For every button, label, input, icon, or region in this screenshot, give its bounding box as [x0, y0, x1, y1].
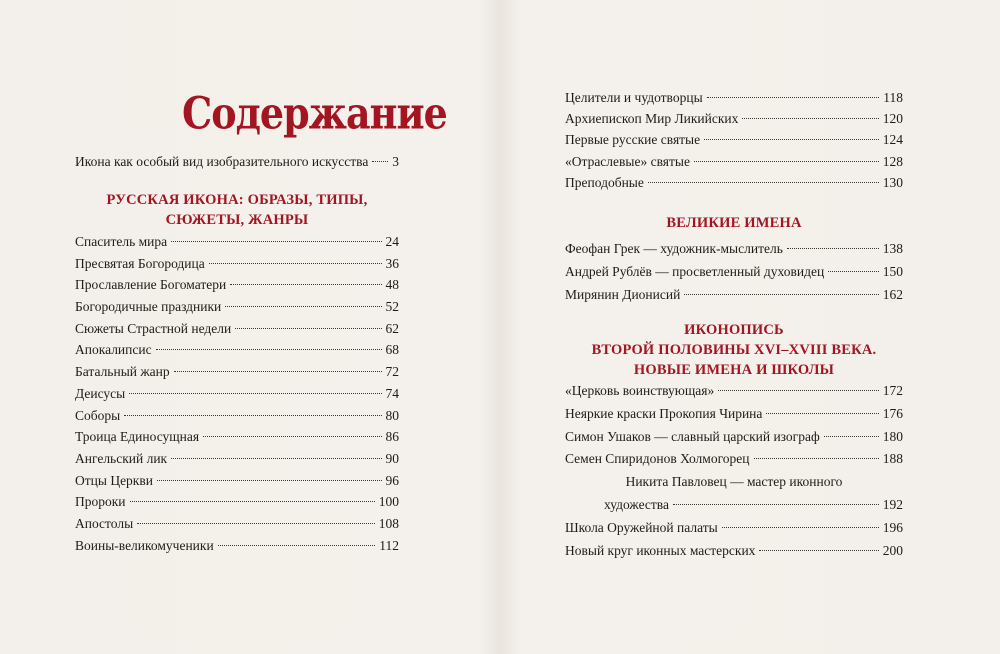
- dot-leader: [673, 503, 879, 505]
- toc-entry[interactable]: [565, 261, 903, 284]
- dot-leader: [824, 435, 879, 437]
- entry-page: 24: [385, 234, 399, 249]
- dot-leader: [137, 522, 375, 524]
- section-heading-great-names: ВЕЛИКИЕ ИМЕНА: [666, 215, 802, 231]
- entry-page: 52: [385, 299, 399, 315]
- entry-label: Школа Оружейной палаты: [565, 519, 718, 535]
- entry-label-line2-row: [565, 494, 903, 517]
- dot-leader: [372, 160, 388, 162]
- entry-page: 74: [385, 385, 399, 401]
- dot-leader: [157, 479, 382, 481]
- toc-entry[interactable]: [75, 253, 399, 275]
- toc-list-russian-icon-continued: [565, 87, 903, 193]
- entry-label: Икона как особый вид изобразительного искусства: [75, 154, 369, 169]
- entry-page: 120: [882, 111, 903, 127]
- toc-entry[interactable]: [565, 448, 903, 471]
- entry-page: 162: [882, 286, 903, 302]
- entry-page: 180: [882, 428, 903, 444]
- dot-leader: [787, 247, 879, 249]
- entry-label: Троица Единосущная: [75, 429, 200, 445]
- toc-entry[interactable]: [75, 318, 399, 340]
- toc-entry[interactable]: [75, 513, 399, 535]
- entry-page: 62: [385, 320, 399, 336]
- dot-leader: [704, 138, 879, 140]
- entry-label: Сюжеты Страстной недели: [75, 320, 232, 336]
- dot-leader: [707, 96, 880, 98]
- entry-label: Семен Спиридонов Холмогорец: [565, 451, 750, 467]
- entry-label: Мирянин Дионисий: [565, 286, 681, 302]
- section-heading-line: ИКОНОПИСЬ: [684, 322, 784, 338]
- entry-page: 200: [882, 542, 903, 558]
- entry-label: Воины-великомученики: [75, 537, 214, 553]
- toc-entry[interactable]: [565, 403, 903, 426]
- entry-page: 196: [882, 519, 903, 535]
- entry-page: 192: [882, 496, 903, 512]
- toc-entry[interactable]: [565, 540, 903, 563]
- entry-page: 128: [882, 153, 903, 169]
- entry-page: 108: [378, 515, 399, 531]
- entry-label: Симон Ушаков — славный царский изограф: [565, 428, 820, 444]
- dot-leader: [718, 389, 879, 391]
- entry-page: 72: [385, 364, 399, 380]
- entry-page: 86: [385, 429, 399, 445]
- dot-leader: [209, 262, 382, 264]
- entry-label: Новый круг иконных мастерских: [565, 542, 756, 558]
- toc-entry[interactable]: [565, 172, 903, 193]
- toc-entry[interactable]: [565, 380, 903, 403]
- entry-page: 48: [385, 277, 399, 293]
- entry-label: Богородичные праздники: [75, 299, 222, 315]
- toc-entry[interactable]: [565, 517, 903, 540]
- dot-leader: [684, 293, 878, 295]
- dot-leader: [230, 283, 381, 285]
- dot-leader: [174, 370, 382, 372]
- dot-leader: [722, 526, 879, 528]
- dot-leader: [171, 457, 381, 459]
- toc-entry[interactable]: [565, 238, 903, 261]
- dot-leader: [648, 181, 879, 183]
- section-heading-line: ВТОРОЙ ПОЛОВИНЫ XVI–XVIII ВЕКА.: [591, 342, 877, 358]
- entry-label: Феофан Грек — художник-мыслитель: [565, 241, 783, 256]
- entry-label: Пророки: [75, 494, 126, 510]
- entry-page: 112: [379, 537, 399, 553]
- entry-label: Апокалипсис: [75, 342, 152, 358]
- section-heading-russian-icon: [75, 190, 399, 230]
- entry-label: Архиепископ Мир Ликийских: [565, 111, 739, 127]
- toc-entry[interactable]: [75, 361, 399, 383]
- entry-label: Деисусы: [75, 385, 126, 401]
- entry-label: «Церковь воинствующая»: [565, 383, 715, 398]
- toc-entry[interactable]: [75, 426, 399, 448]
- entry-label: Соборы: [75, 407, 121, 423]
- toc-entry[interactable]: [565, 426, 903, 449]
- entry-page: 188: [882, 451, 903, 467]
- toc-entry[interactable]: [565, 87, 903, 108]
- dot-leader: [225, 305, 381, 307]
- toc-list-iconography: [565, 380, 903, 562]
- page-title: Содержание: [182, 87, 447, 139]
- entry-page: 118: [883, 90, 903, 105]
- dot-leader: [129, 392, 381, 394]
- entry-label: Прославление Богоматери: [75, 277, 227, 293]
- entry-page: 68: [385, 342, 399, 358]
- entry-page: 172: [882, 383, 903, 398]
- section-heading-iconography: [565, 320, 903, 380]
- toc-entry[interactable]: [565, 151, 903, 172]
- entry-page: 130: [882, 174, 903, 190]
- toc-list-russian-icon: [75, 231, 399, 556]
- section-heading-text: РУССКАЯ ИКОНА: ОБРАЗЫ, ТИПЫ, СЮЖЕТЫ, ЖАНРЫ: [106, 192, 368, 228]
- toc-entry[interactable]: [75, 448, 399, 470]
- entry-page: 96: [385, 472, 399, 488]
- toc-entry[interactable]: [75, 274, 399, 296]
- entry-label: Неяркие краски Прокопия Чирина: [565, 405, 763, 421]
- entry-page: 150: [882, 263, 903, 279]
- entry-label: Первые русские святые: [565, 132, 701, 148]
- toc-entry[interactable]: [75, 405, 399, 427]
- entry-label: «Отраслевые» святые: [565, 153, 690, 169]
- entry-label: Ангельский лик: [75, 450, 168, 466]
- entry-label: Апостолы: [75, 515, 134, 531]
- entry-label-line1: Никита Павловец — мастер иконного: [625, 474, 843, 490]
- entry-page: 90: [385, 450, 399, 466]
- dot-leader: [694, 160, 879, 162]
- dot-leader: [171, 240, 381, 242]
- entry-page: 100: [378, 494, 399, 510]
- entry-label: Целители и чудотворцы: [565, 90, 703, 105]
- toc-entry[interactable]: [75, 470, 399, 492]
- entry-label: Преподобные: [565, 174, 644, 190]
- entry-label: Пресвятая Богородица: [75, 255, 205, 271]
- toc-list-great-names: [565, 238, 903, 306]
- dot-leader: [203, 435, 381, 437]
- dot-leader: [130, 500, 375, 502]
- toc-entry[interactable]: [75, 296, 399, 318]
- toc-entry[interactable]: [75, 383, 399, 405]
- entry-page: 176: [882, 405, 903, 421]
- entry-label: Батальный жанр: [75, 364, 170, 380]
- dot-leader: [156, 348, 382, 350]
- dot-leader: [766, 412, 878, 414]
- entry-page: 80: [385, 407, 399, 423]
- dot-leader: [235, 327, 381, 329]
- entry-page: 36: [385, 255, 399, 271]
- entry-page: 138: [882, 241, 903, 256]
- toc-entry[interactable]: [565, 471, 903, 517]
- entry-label: Андрей Рублёв — просветленный духовидец: [565, 263, 825, 279]
- dot-leader: [742, 117, 878, 119]
- toc-entry-intro[interactable]: [75, 151, 399, 173]
- dot-leader: [754, 457, 879, 459]
- dot-leader: [124, 414, 381, 416]
- section-heading-line: НОВЫЕ ИМЕНА И ШКОЛЫ: [633, 362, 835, 378]
- toc-entry[interactable]: [565, 129, 903, 150]
- toc-entry[interactable]: [75, 231, 399, 253]
- toc-entry[interactable]: [75, 535, 399, 557]
- entry-page: 3: [392, 154, 399, 169]
- dot-leader: [828, 270, 879, 272]
- dot-leader: [759, 549, 878, 551]
- toc-entry[interactable]: [565, 108, 903, 129]
- toc-entry[interactable]: [75, 339, 399, 361]
- entry-label: Отцы Церкви: [75, 472, 153, 488]
- entry-label-line2: художества: [604, 496, 669, 512]
- entry-label: Спаситель мира: [75, 234, 168, 249]
- toc-entry[interactable]: [565, 284, 903, 307]
- dot-leader: [218, 544, 376, 546]
- entry-page: 124: [882, 132, 903, 148]
- toc-entry[interactable]: [75, 491, 399, 513]
